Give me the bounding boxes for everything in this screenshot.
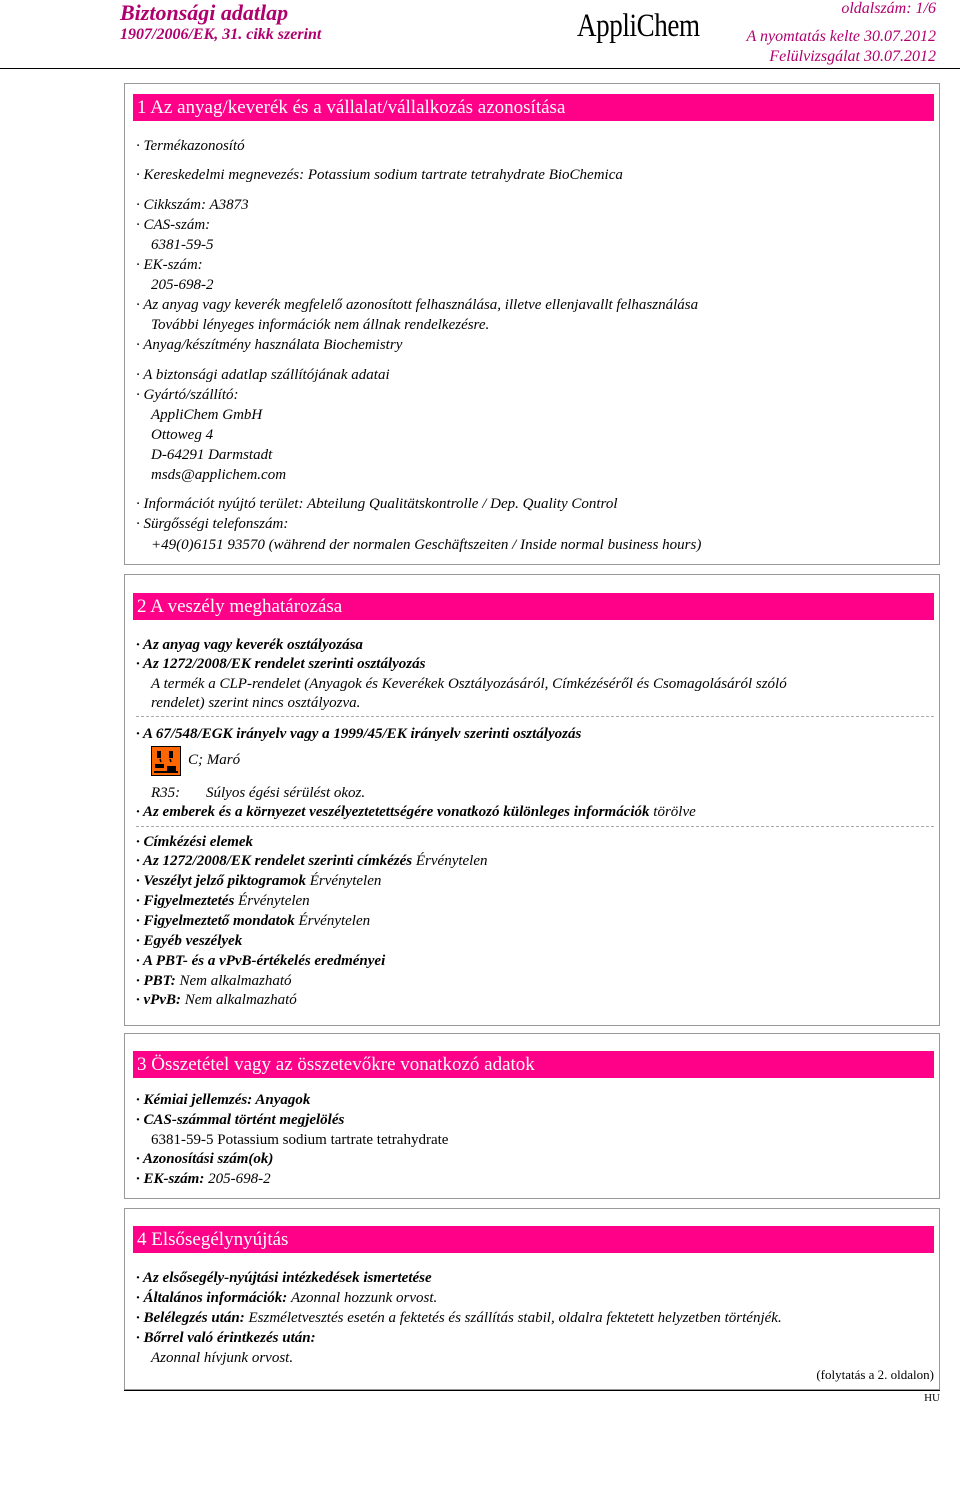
- section-3: [124, 1033, 940, 1199]
- emergency-phone-value: +49(0)6151 93570 (während der normalen Geschäftszeiten / Inside normal business hours): [151, 537, 702, 553]
- hazard-statements-row: [136, 912, 370, 931]
- emergency-phone-label: · Sürgősségi telefonszám:: [136, 516, 289, 532]
- classification-label: · Az anyag vagy keverék osztályozása: [136, 637, 363, 653]
- info-department-value: Abteilung Qualitätskontrolle / Dep. Quality Control: [306, 496, 618, 512]
- signal-word-value: Érvénytelen: [238, 893, 310, 909]
- article-number-label: · Cikkszám:: [136, 197, 210, 213]
- inhalation-value: Eszméletvesztés esetén a fektetés és szállítás stabil, oldalra fektetett helyzetben történjék.: [248, 1310, 782, 1326]
- company-email[interactable]: msds@applichem.com: [151, 467, 287, 483]
- vpvb-value: Nem alkalmazható: [184, 992, 297, 1008]
- manufacturer-label: · Gyártó/szállító:: [136, 387, 239, 403]
- risk-phrase-code: R35:: [151, 785, 181, 801]
- section-2: [124, 574, 940, 1026]
- vpvb-label: · vPvB:: [136, 992, 185, 1008]
- clp-classification-text-1: A termék a CLP-rendelet (Anyagok és Keverékek Osztályozásáról, Címkézéséről és Csomagolásáról szóló: [151, 676, 787, 692]
- corrosive-hazard-icon: [151, 746, 181, 776]
- clp-classification-label: · Az 1272/2008/EK rendelet szerinti osztályozás: [136, 656, 426, 672]
- clp-labelling-value: Érvénytelen: [415, 853, 488, 869]
- identification-numbers-label: · Azonosítási szám(ok): [136, 1151, 274, 1167]
- pictograms-row: [136, 872, 381, 891]
- product-identifier-label: · Termékazonosító: [136, 138, 245, 154]
- supplier-details-label: · A biztonsági adatlap szállítójának adatai: [136, 367, 390, 383]
- ec-value: 205-698-2: [151, 277, 214, 293]
- general-info-row: [136, 1289, 437, 1308]
- clp-labelling-label: · Az 1272/2008/EK rendelet szerinti címkézés: [136, 853, 416, 869]
- section-1-title: 1 Az anyag/keverék és a vállalat/vállalkozás azonosítása: [133, 94, 934, 121]
- article-number-value: A3873: [209, 197, 249, 213]
- use-row: [136, 336, 402, 355]
- general-info-value: Azonnal hozzunk orvost.: [291, 1290, 438, 1306]
- print-date: A nyomtatás kelte 30.07.2012: [746, 28, 936, 45]
- clp-labelling-row: [136, 852, 488, 871]
- general-info-label: · Általános információk:: [136, 1290, 292, 1306]
- special-hazards-value: törölve: [653, 804, 696, 820]
- section-3-title: 3 Összetétel vagy az összetevőkre vonatkozó adatok: [133, 1051, 934, 1078]
- hazard-symbol-text: C; Maró: [188, 752, 241, 768]
- info-department-label: · Információt nyújtó terület:: [136, 496, 307, 512]
- ec-number-value: 205-698-2: [208, 1171, 271, 1187]
- article-number-row: [136, 196, 249, 215]
- pictograms-label: · Veszélyt jelző piktogramok: [136, 873, 310, 889]
- continued-note: (folytatás a 2. oldalon): [816, 1367, 934, 1382]
- vpvb-row: [136, 991, 297, 1010]
- chemical-characterization: · Kémiai jellemzés: Anyagok: [136, 1092, 311, 1108]
- info-department-row: [136, 495, 618, 514]
- company-city: D-64291 Darmstadt: [151, 447, 273, 463]
- applichem-logo: AppliChem: [577, 8, 700, 44]
- review-date: Felülvizsgálat 30.07.2012: [769, 48, 936, 65]
- pbt-row: [136, 972, 292, 991]
- section-1: [124, 83, 940, 565]
- document-regulation: 1907/2006/EK, 31. cikk szerint: [120, 26, 322, 43]
- special-hazards-label: · Az emberek és a környezet veszélyeztetettségére vonatkozó különleges információk: [136, 804, 654, 820]
- inhalation-row: [136, 1309, 782, 1328]
- label-elements-label: · Címkézési elemek: [136, 834, 254, 850]
- hazard-statements-value: Érvénytelen: [298, 913, 371, 929]
- other-hazards-label: · Egyéb veszélyek: [136, 933, 243, 949]
- divider: [136, 826, 934, 827]
- skin-contact-label: · Bőrrel való érintkezés után:: [136, 1330, 316, 1346]
- use-value: Biochemistry: [323, 337, 403, 353]
- pbt-label: · PBT:: [136, 973, 180, 989]
- identified-uses-value: További lényeges információk nem állnak rendelkezésre.: [151, 317, 490, 333]
- section-4: [124, 1208, 940, 1390]
- inhalation-label: · Belélegzés után:: [136, 1310, 249, 1326]
- hazard-statements-label: · Figyelmeztető mondatok: [136, 913, 299, 929]
- document-title: Biztonsági adatlap: [120, 0, 289, 25]
- signal-word-row: [136, 892, 310, 911]
- cas-designation-value: 6381-59-5 Potassium sodium tartrate tetrahydrate: [151, 1132, 449, 1148]
- company-street: Ottoweg 4: [151, 427, 214, 443]
- language-code: HU: [924, 1392, 940, 1404]
- cas-value: 6381-59-5: [151, 237, 214, 253]
- trade-name-row: [136, 166, 623, 185]
- ec-number-row: [136, 1170, 271, 1189]
- divider: [136, 716, 934, 717]
- first-aid-measures-label: · Az elsősegély-nyújtási intézkedések ismertetése: [136, 1270, 432, 1286]
- identified-uses-label: · Az anyag vagy keverék megfelelő azonosított felhasználása, illetve ellenjavallt felhasználása: [136, 297, 699, 313]
- skin-contact-value: Azonnal hívjunk orvost.: [151, 1350, 294, 1366]
- clp-classification-text-2: rendelet) szerint nincs osztályozva.: [151, 695, 361, 711]
- signal-word-label: · Figyelmeztetés: [136, 893, 239, 909]
- pictograms-value: Érvénytelen: [309, 873, 382, 889]
- trade-name-value: Potassium sodium tartrate tetrahydrate BioChemica: [307, 167, 623, 183]
- section-2-title: 2 A veszély meghatározása: [133, 593, 934, 620]
- pbt-vpvb-label: · A PBT- és a vPvB-értékelés eredményei: [136, 953, 386, 969]
- special-hazards-row: [136, 803, 696, 822]
- ec-label: · EK-szám:: [136, 257, 203, 273]
- ec-number-label: · EK-szám:: [136, 1171, 209, 1187]
- risk-phrase-text: Súlyos égési sérülést okoz.: [206, 785, 366, 801]
- cas-designation-label: · CAS-számmal történt megjelölés: [136, 1112, 345, 1128]
- header-divider: [0, 68, 960, 69]
- page-number: oldalszám: 1/6: [841, 0, 936, 17]
- dsd-classification-label: · A 67/548/EGK irányelv vagy a 1999/45/EK irányelv szerinti osztályozás: [136, 726, 582, 742]
- trade-name-label: · Kereskedelmi megnevezés:: [136, 167, 308, 183]
- pbt-value: Nem alkalmazható: [179, 973, 292, 989]
- cas-label: · CAS-szám:: [136, 217, 211, 233]
- use-label: · Anyag/készítmény használata: [136, 337, 324, 353]
- section-4-title: 4 Elsősegélynyújtás: [133, 1226, 934, 1253]
- company-name: AppliChem GmbH: [151, 407, 263, 423]
- footer-divider: [124, 1390, 940, 1391]
